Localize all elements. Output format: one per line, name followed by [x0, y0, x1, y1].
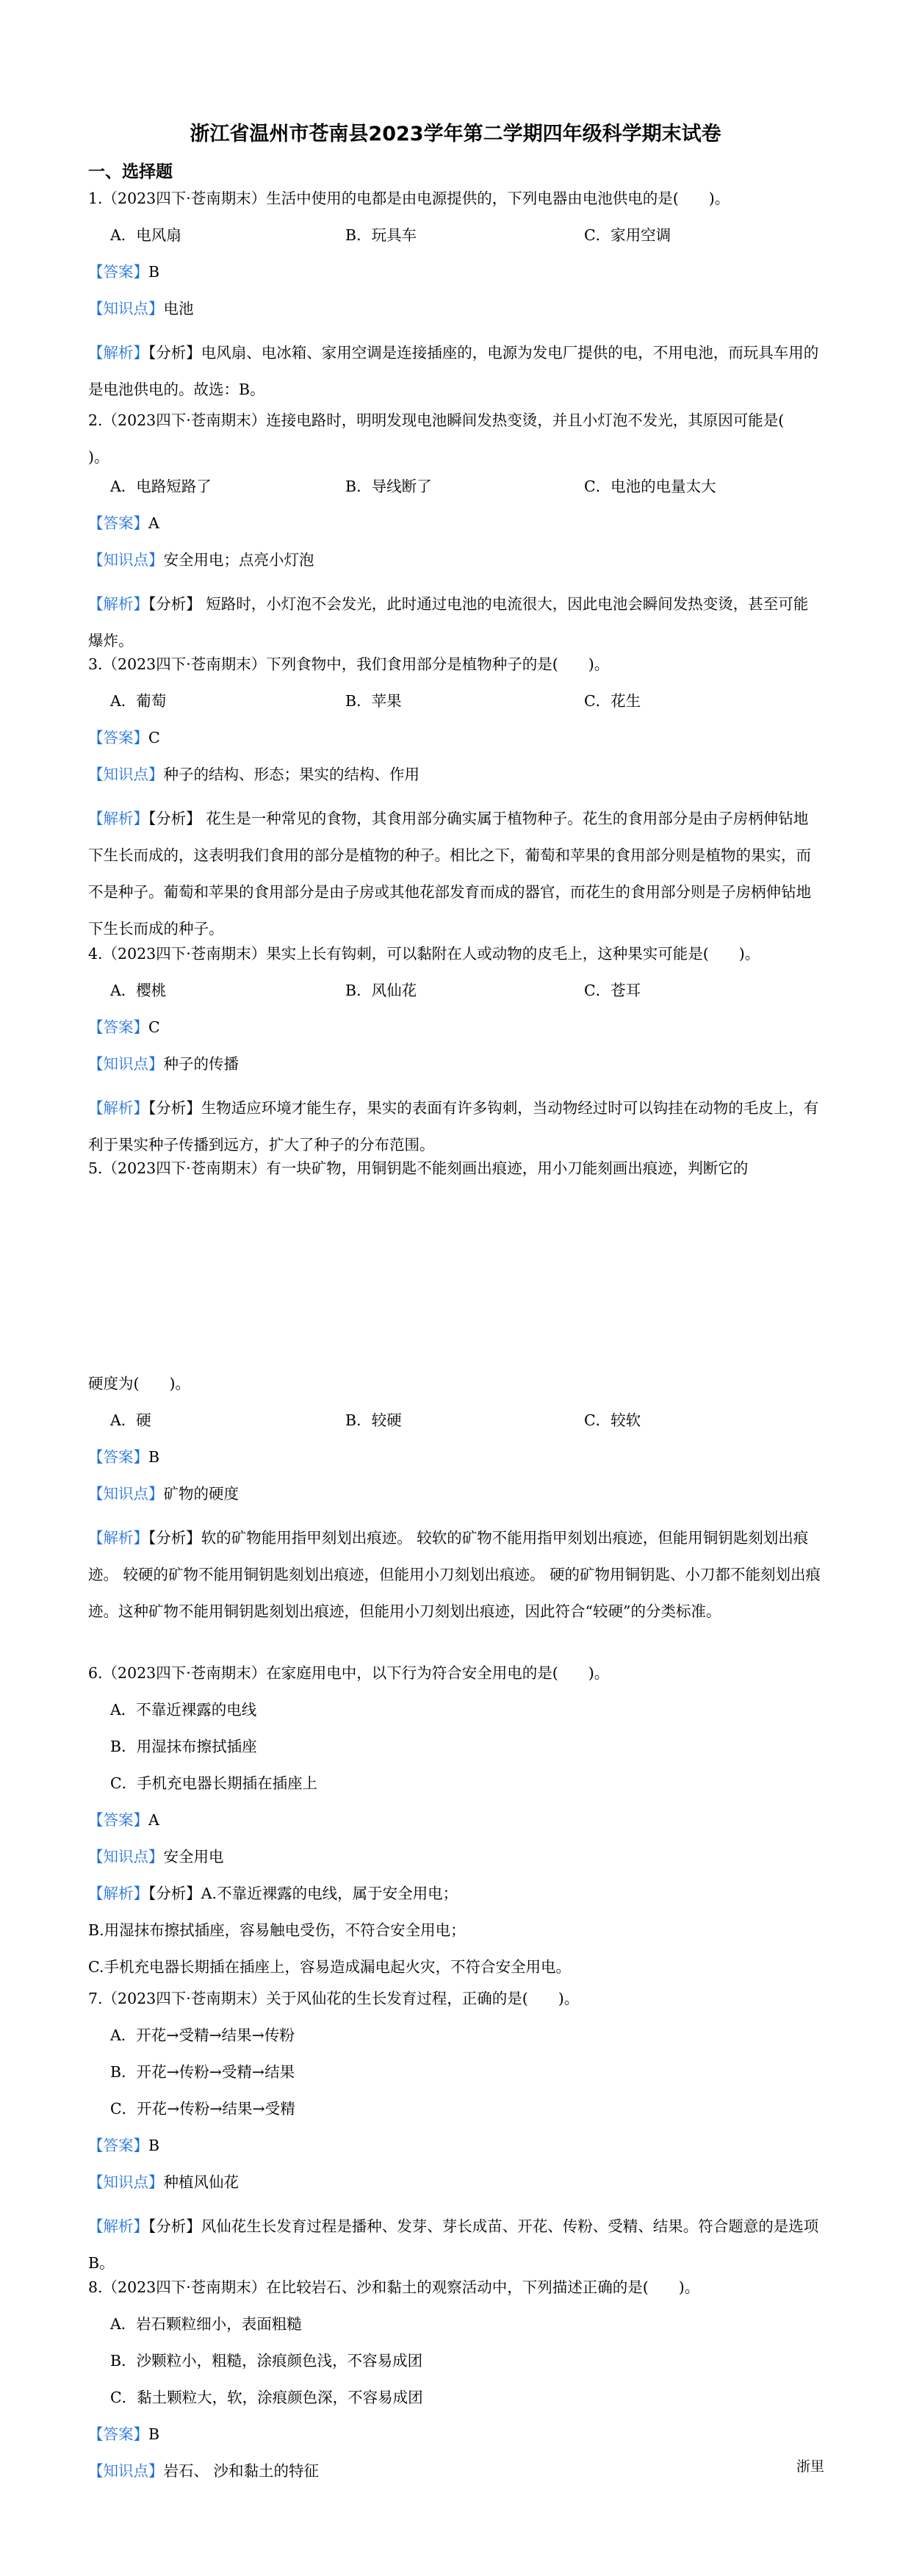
knowledge-line — [88, 1846, 823, 1882]
answer-value: B — [148, 2137, 160, 2154]
answer-line — [88, 727, 823, 763]
question-5 — [88, 1372, 823, 1630]
option-a: A．不靠近裸露的电线 — [110, 1701, 257, 1719]
answer-value: B — [148, 263, 160, 281]
option-b: B．风仙花 — [345, 982, 417, 999]
knowledge-value: 种子的传播 — [163, 1055, 239, 1073]
analysis-text: 【分析】生物适应环境才能生存，果实的表面有许多钩刺，当动物经过时可以钩挂在动物的毛皮上，有利于果实种子传播到远方，扩大了种子的分布范围。 — [88, 1099, 819, 1154]
question-stem: 5.（2023四下·苍南期末）有一块矿物，用铜钥匙不能刻画出痕迹，用小刀能刻画出痕迹，判断它的 — [88, 1159, 749, 1177]
knowledge-value: 种子的结构、形态；果实的结构、作用 — [163, 766, 420, 783]
knowledge-tag: 【知识点】 — [88, 300, 164, 317]
knowledge-line — [88, 1483, 823, 1519]
option-c: C．较软 — [584, 1411, 641, 1429]
knowledge-tag: 【知识点】 — [88, 766, 164, 783]
analysis-text: 【分析】风仙花生长发育过程是播种、发芽、芽长成苗、开花、传粉、受精、结果。符合题意的是选项B。 — [88, 2217, 819, 2272]
options-row — [88, 1409, 823, 1446]
analysis-line-1 — [88, 1882, 823, 1919]
question-stem: 2.（2023四下·苍南期末）连接电路时，明明发现电池瞬间发热变烫，并且小灯泡不发光，其原因可能是( )。 — [88, 411, 815, 466]
question-stem-continued: 硬度为( )。 — [88, 1375, 190, 1392]
question-2 — [88, 402, 823, 659]
analysis-paragraph — [88, 586, 823, 659]
options-row — [88, 475, 823, 512]
analysis-paragraph — [88, 1519, 823, 1630]
answer-tag: 【答案】 — [88, 729, 148, 746]
answer-value: A — [148, 514, 159, 532]
knowledge-tag: 【知识点】 — [88, 2173, 164, 2191]
option-c: C．苍耳 — [584, 982, 641, 999]
question-3 — [88, 653, 823, 947]
section-heading: 一、选择题 — [88, 162, 173, 181]
knowledge-tag: 【知识点】 — [88, 1848, 164, 1866]
question-stem: 7.（2023四下·苍南期末）关于风仙花的生长发育过程，正确的是( )。 — [88, 1990, 580, 2007]
knowledge-value: 安全用电；点亮小灯泡 — [163, 551, 314, 569]
answer-line — [88, 512, 823, 549]
option-c: C．花生 — [584, 692, 641, 710]
option-a: A．电风扇 — [110, 226, 181, 244]
analysis-tag: 【解析】 — [88, 2217, 148, 2235]
analysis-tag: 【解析】 — [88, 344, 148, 361]
option-a: A．硬 — [110, 1411, 151, 1429]
analysis-tag: 【解析】 — [88, 1099, 148, 1117]
question-stem: 8.（2023四下·苍南期末）在比较岩石、沙和黏土的观察活动中，下列描述正确的是( )。 — [88, 2278, 700, 2296]
option-b: B．较硬 — [345, 1411, 402, 1429]
options-row — [88, 224, 823, 261]
answer-line — [88, 1446, 823, 1483]
answer-value: A — [148, 1811, 159, 1829]
option-a: A．樱桃 — [110, 982, 167, 999]
analysis-text: 【分析】电风扇、电冰箱、家用空调是连接插座的，电源为发电厂提供的电，不用电池，而玩具车用的是电池供电的。故选：B。 — [88, 344, 819, 398]
knowledge-line — [88, 298, 823, 334]
analysis-text: 【分析】A.不靠近裸露的电线，属于安全用电； — [148, 1885, 458, 1902]
knowledge-value: 矿物的硬度 — [163, 1485, 239, 1503]
knowledge-tag: 【知识点】 — [88, 551, 164, 569]
option-a: A．开花→受精→结果→传粉 — [110, 2026, 295, 2044]
question-4 — [88, 943, 823, 1163]
answer-tag: 【答案】 — [88, 1811, 148, 1829]
analysis-text: 【分析】 花生是一种常见的食物，其食用部分确实属于植物种子。花生的食用部分是由子房柄伸钻地下生长而成的，这表明我们食用的部分是植物的种子。相比之下，葡萄和苹果的食用部分则是植物的果实，而不是种子。葡萄和苹果的食用部分是由子房或其他花部发育而成的器官，而花生的食用部分则是子房柄伸钻地下生长而成的种子。 — [88, 810, 811, 938]
option-b: B．用湿抹布擦拭插座 — [110, 1738, 257, 1755]
analysis-text: 【分析】 短路时，小灯泡不会发光，此时通过电池的电流很大，因此电池会瞬间发热变烫，甚至可能爆炸。 — [88, 595, 809, 650]
question-stem: 4.（2023四下·苍南期末）果实上长有钩刺，可以黏附在人或动物的皮毛上，这种果实可能是( )。 — [88, 945, 760, 963]
knowledge-tag: 【知识点】 — [88, 1055, 164, 1073]
option-c: C．开花→传粉→结果→受精 — [110, 2100, 295, 2118]
analysis-tag: 【解析】 — [88, 810, 148, 827]
answer-tag: 【答案】 — [88, 2137, 148, 2154]
answer-line — [88, 1809, 823, 1846]
analysis-paragraph — [88, 800, 823, 947]
analysis-line-2: B.用湿抹布擦拭插座，容易触电受伤，不符合安全用电； — [88, 1921, 466, 1939]
options-row — [88, 690, 823, 727]
option-b: B．沙颗粒小，粗糙，涂痕颜色浅，不容易成团 — [110, 2352, 423, 2370]
answer-tag: 【答案】 — [88, 1448, 148, 1466]
option-a: A．电路短路了 — [110, 478, 212, 495]
answer-tag: 【答案】 — [88, 263, 148, 281]
analysis-paragraph — [88, 2208, 823, 2281]
answer-line — [88, 261, 823, 298]
analysis-text: 【分析】软的矿物能用指甲刻划出痕迹。 较软的矿物不能用指甲刻划出痕迹，但能用铜钥匙刻划出痕迹。 较硬的矿物不能用铜钥匙刻划出痕迹，但能用小刀刻划出痕迹。 硬的矿物用铜钥匙、小刀都不能刻划出痕迹。这种矿物不能用铜钥匙刻划出痕迹，但能用小刀刻划出痕迹，因此符合“较硬”的分类标准。 — [88, 1529, 821, 1620]
knowledge-line — [88, 549, 823, 586]
knowledge-value: 安全用电 — [163, 1848, 224, 1866]
knowledge-tag: 【知识点】 — [88, 2462, 164, 2480]
option-b: B．玩具车 — [345, 226, 417, 244]
option-c: C．黏土颗粒大，软，涂痕颜色深，不容易成团 — [110, 2389, 423, 2406]
answer-tag: 【答案】 — [88, 1018, 148, 1036]
analysis-tag: 【解析】 — [88, 595, 148, 613]
option-b: B．导线断了 — [345, 478, 432, 495]
knowledge-value: 岩石、 沙和黏土的特征 — [163, 2462, 320, 2480]
option-c: C．电池的电量太大 — [584, 478, 716, 495]
option-c: C．家用空调 — [584, 226, 671, 244]
option-a: A．岩石颗粒细小，表面粗糙 — [110, 2315, 302, 2333]
question-5-stem — [88, 1157, 823, 1194]
knowledge-line — [88, 2460, 823, 2497]
knowledge-value: 种植风仙花 — [163, 2173, 239, 2191]
analysis-paragraph — [88, 1090, 823, 1163]
answer-value: C — [148, 1018, 160, 1036]
answer-value: C — [148, 729, 160, 746]
page-footer: 浙里 — [796, 2458, 824, 2475]
knowledge-tag: 【知识点】 — [88, 1485, 164, 1503]
analysis-line-3: C.手机充电器长期插在插座上，容易造成漏电起火灾，不符合安全用电。 — [88, 1958, 571, 1976]
option-b: B．苹果 — [345, 692, 402, 710]
question-6 — [88, 1662, 823, 1993]
knowledge-line — [88, 2171, 823, 2208]
question-stem: 1.（2023四下·苍南期末）生活中使用的电都是由电源提供的，下列电器由电池供电的是( )。 — [88, 190, 730, 207]
question-stem: 3.（2023四下·苍南期末）下列食物中，我们食用部分是植物种子的是( )。 — [88, 655, 610, 673]
question-stem: 6.（2023四下·苍南期末）在家庭用电中，以下行为符合安全用电的是( )。 — [88, 1664, 610, 1682]
knowledge-line — [88, 1053, 823, 1090]
options-row — [88, 979, 823, 1016]
analysis-tag: 【解析】 — [88, 1529, 148, 1547]
question-8 — [88, 2276, 823, 2497]
option-b: B．开花→传粉→受精→结果 — [110, 2063, 295, 2081]
answer-value: B — [148, 2425, 160, 2443]
page-title: 浙江省温州市苍南县2023学年第二学期四年级科学期末试卷 — [190, 123, 721, 145]
answer-line — [88, 2423, 823, 2460]
option-c: C．手机充电器长期插在插座上 — [110, 1774, 318, 1792]
analysis-paragraph — [88, 334, 823, 408]
answer-value: B — [148, 1448, 160, 1466]
question-1 — [88, 187, 823, 408]
knowledge-line — [88, 763, 823, 800]
answer-line — [88, 2134, 823, 2171]
analysis-tag: 【解析】 — [88, 1885, 148, 1902]
knowledge-value: 电池 — [163, 300, 194, 317]
question-7 — [88, 1987, 823, 2281]
answer-tag: 【答案】 — [88, 2425, 148, 2443]
answer-line — [88, 1016, 823, 1053]
option-a: A．葡萄 — [110, 692, 167, 710]
answer-tag: 【答案】 — [88, 514, 148, 532]
